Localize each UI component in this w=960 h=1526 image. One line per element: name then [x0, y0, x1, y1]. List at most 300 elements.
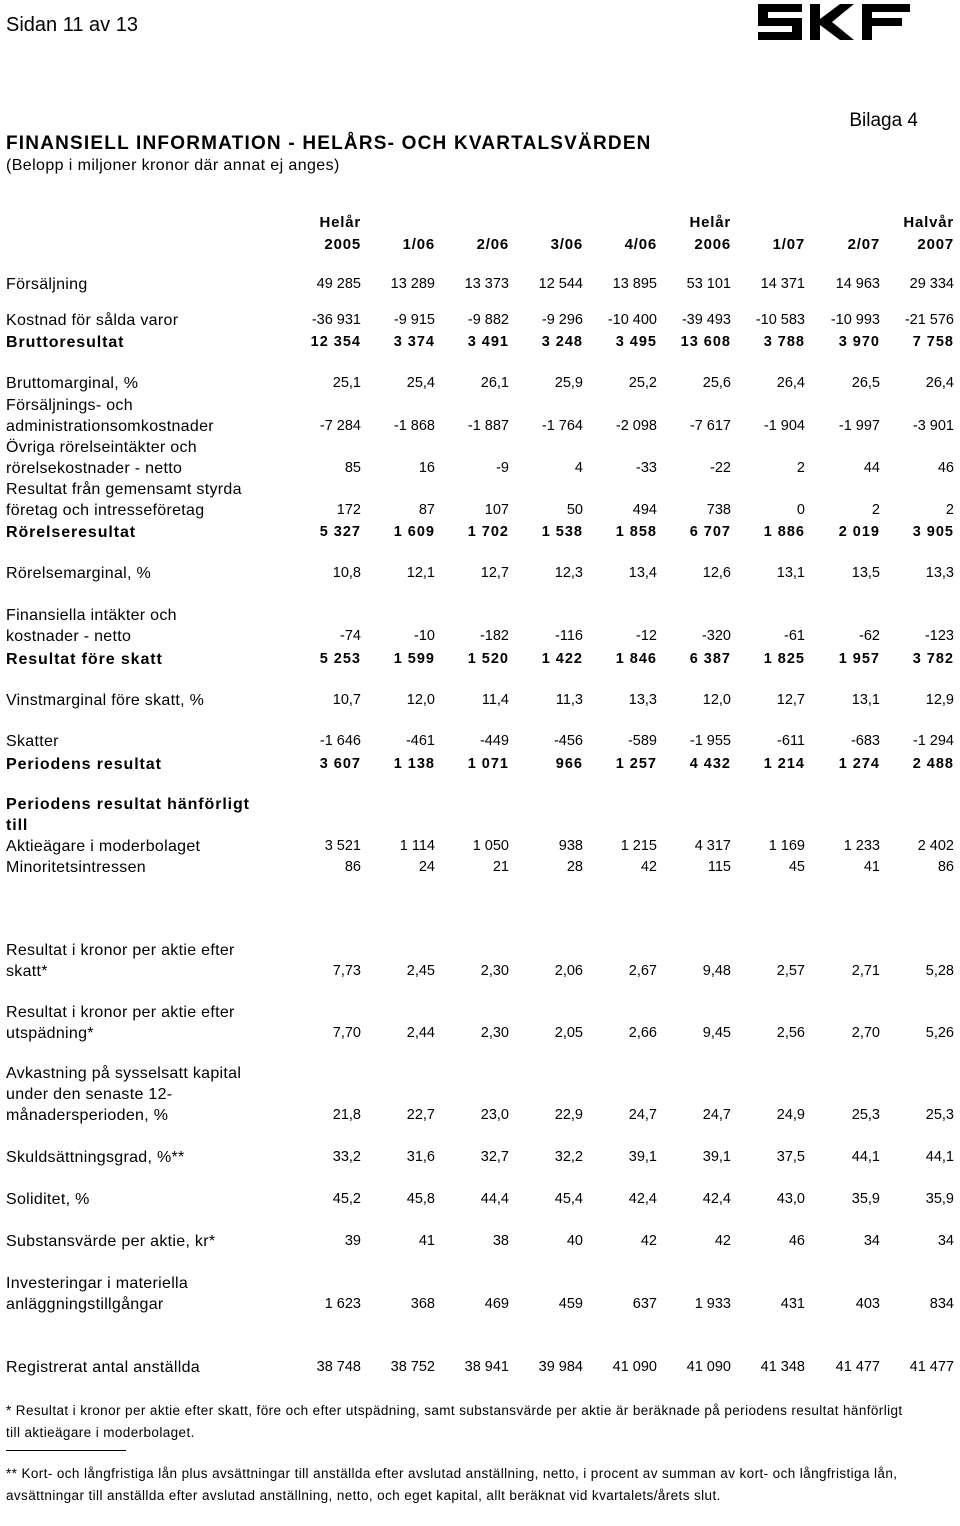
table-cell: -10: [414, 628, 435, 644]
table-cell: 2 019: [838, 524, 880, 540]
table-cell: 2,30: [480, 1025, 509, 1041]
table-cell: -1 646: [319, 733, 361, 749]
row-label-line: kostnader - netto: [6, 628, 132, 645]
table-cell: 42,4: [628, 1191, 657, 1207]
row-label: [6, 836, 200, 857]
table-cell: 38 748: [316, 1359, 361, 1375]
row-label: [6, 857, 146, 878]
table-row: [0, 1188, 960, 1210]
row-label: [6, 1231, 215, 1252]
row-label-line: Resultat i kronor per aktie efter: [6, 942, 235, 959]
row-label-line: Skuldsättningsgrad, %**: [6, 1149, 185, 1166]
table-cell: 1 886: [763, 524, 805, 540]
table-cell: 3 905: [912, 524, 954, 540]
column-header-top: Helår: [319, 214, 361, 231]
table-cell: 41 477: [909, 1359, 954, 1375]
table-cell: 2,56: [776, 1025, 805, 1041]
row-label: [6, 274, 88, 295]
table-cell: 9,48: [702, 963, 731, 979]
table-cell: 35,9: [851, 1191, 880, 1207]
table-cell: 1 599: [393, 651, 435, 667]
table-cell: 2,67: [628, 963, 657, 979]
table-cell: 26,4: [925, 375, 954, 391]
table-cell: 2,44: [406, 1025, 435, 1041]
row-label: [6, 690, 204, 711]
table-row: [0, 397, 960, 437]
table-row: [0, 273, 960, 295]
table-cell: 21: [492, 859, 509, 875]
table-row: [0, 331, 960, 353]
table-cell: -449: [479, 733, 509, 749]
table-cell: 1 214: [763, 756, 805, 772]
table-cell: 37,5: [776, 1149, 805, 1165]
row-label-line: utspädning*: [6, 1025, 94, 1042]
table-cell: 2,71: [851, 963, 880, 979]
row-label: [6, 310, 178, 331]
row-label: [6, 1147, 185, 1168]
table-cell: 10,7: [332, 692, 361, 708]
skf-logo: [754, 2, 912, 42]
table-cell: 7,70: [332, 1025, 361, 1041]
table-cell: 834: [929, 1296, 954, 1312]
table-cell: 3 374: [393, 334, 435, 350]
row-label-line: rörelsekostnader - netto: [6, 460, 183, 477]
row-label-line: Övriga rörelseintäkter och: [6, 439, 197, 456]
table-cell: -3 901: [912, 418, 954, 434]
row-label: [6, 479, 242, 521]
table-row: [0, 730, 960, 752]
table-cell: 49 285: [316, 276, 361, 292]
table-cell: -182: [479, 628, 509, 644]
table-cell: 1 520: [467, 651, 509, 667]
table-cell: -1 955: [689, 733, 731, 749]
table-cell: 12,6: [702, 565, 731, 581]
table-cell: 41 090: [686, 1359, 731, 1375]
row-label: [6, 1063, 241, 1126]
table-cell: 1 050: [472, 838, 509, 854]
table-cell: 44,1: [925, 1149, 954, 1165]
table-cell: 1 858: [615, 524, 657, 540]
table-cell: 14 963: [835, 276, 880, 292]
row-label: [6, 373, 138, 394]
table-cell: 1 623: [324, 1296, 361, 1312]
table-cell: -33: [636, 460, 657, 476]
row-label-line: Aktieägare i moderbolaget: [6, 838, 201, 855]
table-cell: 24: [418, 859, 435, 875]
row-label-line: Minoritetsintressen: [6, 859, 146, 876]
table-row: [0, 942, 960, 982]
table-cell: 3 970: [838, 334, 880, 350]
table-cell: 42: [640, 859, 657, 875]
table-cell: -62: [859, 628, 880, 644]
table-cell: 2,66: [628, 1025, 657, 1041]
table-cell: 13,3: [628, 692, 657, 708]
table-cell: 2: [796, 460, 805, 476]
footnote-divider: [6, 1450, 126, 1451]
row-label-line: Resultat från gemensamt styrda: [6, 481, 242, 498]
table-row: [0, 607, 960, 647]
table-cell: 45,4: [554, 1191, 583, 1207]
table-cell: 35,9: [925, 1191, 954, 1207]
table-cell: 7,73: [332, 963, 361, 979]
document-subtitle: (Belopp i miljoner kronor där annat ej anges): [6, 157, 340, 174]
table-cell: 1 825: [763, 651, 805, 667]
table-cell: 39,1: [628, 1149, 657, 1165]
table-row: [0, 1356, 960, 1378]
table-row: [0, 309, 960, 331]
row-label: [6, 1273, 188, 1315]
table-cell: 5,28: [925, 963, 954, 979]
row-label-line: Försäljning: [6, 276, 88, 293]
table-cell: 34: [937, 1233, 954, 1249]
row-label-line: anläggningstillgångar: [6, 1296, 164, 1313]
table-cell: -1 294: [912, 733, 954, 749]
table-cell: -1 868: [393, 418, 435, 434]
page-number: Sidan 11 av 13: [6, 14, 138, 36]
row-label: [6, 794, 250, 836]
row-label: [6, 563, 151, 584]
table-cell: -39 493: [681, 312, 731, 328]
table-row: [0, 562, 960, 584]
footnote-2: ** Kort- och långfristiga lån plus avsättningar till anställda efter avslutad anställning, netto, i procent av summan av kort- och långfristiga lån, avsättningar till anställda efter avslutad anställning, netto, och eget kapital, allt beräknat vid kvartalets/årets slut.: [6, 1466, 898, 1503]
table-cell: 12,0: [406, 692, 435, 708]
table-cell: -10 400: [607, 312, 657, 328]
table-cell: 2,30: [480, 963, 509, 979]
row-label-line: Rörelseresultat: [6, 524, 136, 541]
table-cell: 1 215: [620, 838, 657, 854]
row-label: [6, 649, 163, 670]
table-cell: 2 402: [917, 838, 954, 854]
document-title: FINANSIELL INFORMATION - HELÅRS- OCH KVARTALSVÄRDEN: [6, 133, 652, 154]
table-cell: -21 576: [904, 312, 954, 328]
table-cell: 1 138: [393, 756, 435, 772]
row-label-line: Kostnad för sålda varor: [6, 312, 179, 329]
row-label-line: Resultat i kronor per aktie efter: [6, 1004, 235, 1021]
table-cell: 28: [566, 859, 583, 875]
table-cell: 24,7: [702, 1107, 731, 1123]
table-cell: -123: [924, 628, 954, 644]
row-label: [6, 605, 177, 647]
table-cell: 29 334: [909, 276, 954, 292]
table-cell: 1 114: [399, 838, 435, 854]
table-cell: 25,3: [851, 1107, 880, 1123]
table-cell: 13 608: [680, 334, 731, 350]
table-cell: 3 495: [615, 334, 657, 350]
footnote-1: * Resultat i kronor per aktie efter skatt, före och efter utspädning, samt substansvärde per aktie är beräknade på periodens resultat hänförligt till aktieägare i moderbolaget.: [6, 1403, 903, 1440]
table-cell: 22,9: [554, 1107, 583, 1123]
table-cell: 87: [418, 502, 435, 518]
row-label-line: Försäljnings- och: [6, 397, 133, 414]
row-label-line: Registrerat antal anställda: [6, 1359, 200, 1376]
annex-label: Bilaga 4: [849, 110, 918, 131]
table-cell: 9,45: [702, 1025, 731, 1041]
table-cell: 31,6: [406, 1149, 435, 1165]
table-cell: 39,1: [702, 1149, 731, 1165]
table-cell: 50: [566, 502, 583, 518]
table-cell: -9 915: [393, 312, 435, 328]
row-label: [6, 1357, 200, 1378]
table-cell: 12 354: [310, 334, 361, 350]
table-cell: -9 882: [467, 312, 509, 328]
table-cell: 1 538: [541, 524, 583, 540]
row-label-line: Resultat före skatt: [6, 651, 163, 668]
table-cell: 33,2: [332, 1149, 361, 1165]
column-header-bottom: 2005: [324, 236, 361, 253]
table-row: [0, 481, 960, 521]
table-cell: 4 317: [694, 838, 731, 854]
table-cell: -683: [850, 733, 880, 749]
table-cell: 42: [640, 1233, 657, 1249]
table-cell: 41: [863, 859, 880, 875]
table-cell: 368: [410, 1296, 435, 1312]
table-cell: 39: [344, 1233, 361, 1249]
row-label-line: Bruttomarginal, %: [6, 375, 139, 392]
table-cell: 172: [336, 502, 361, 518]
column-header-bottom: 4/06: [624, 236, 657, 253]
row-label-line: Substansvärde per aktie, kr*: [6, 1233, 216, 1250]
table-cell: 41 348: [760, 1359, 805, 1375]
table-cell: 41 477: [835, 1359, 880, 1375]
table-cell: -10 583: [755, 312, 805, 328]
table-cell: 25,3: [925, 1107, 954, 1123]
table-cell: 16: [418, 460, 435, 476]
table-cell: 2: [871, 502, 880, 518]
table-cell: 46: [937, 460, 954, 476]
table-cell: 12,7: [480, 565, 509, 581]
table-cell: 3 782: [912, 651, 954, 667]
table-cell: 41: [418, 1233, 435, 1249]
table-cell: 12,1: [406, 565, 435, 581]
row-label-line: Rörelsemarginal, %: [6, 565, 152, 582]
table-cell: 25,6: [702, 375, 731, 391]
table-row: [0, 856, 960, 878]
table-cell: 34: [863, 1233, 880, 1249]
row-label-line: Investeringar i materiella: [6, 1275, 189, 1292]
table-cell: 6 707: [689, 524, 731, 540]
table-cell: -116: [555, 628, 583, 644]
table-cell: 44,4: [480, 1191, 509, 1207]
table-cell: 86: [344, 859, 361, 875]
table-cell: 938: [558, 838, 583, 854]
table-cell: 3 491: [467, 334, 509, 350]
skf-logo-icon: [754, 2, 912, 42]
row-label-line: under den senaste 12-: [6, 1086, 173, 1103]
table-cell: 4: [574, 460, 583, 476]
table-cell: -611: [777, 733, 805, 749]
column-header-bottom: 2006: [694, 236, 731, 253]
row-label: [6, 940, 235, 982]
table-cell: 12,9: [925, 692, 954, 708]
table-cell: 4 432: [689, 756, 731, 772]
table-cell: 11,3: [555, 692, 583, 708]
table-cell: -22: [710, 460, 731, 476]
column-header-bottom: 2/07: [847, 236, 880, 253]
table-cell: -1 997: [838, 418, 880, 434]
table-cell: 43,0: [776, 1191, 805, 1207]
table-cell: 403: [855, 1296, 880, 1312]
table-cell: 45,8: [406, 1191, 435, 1207]
table-cell: -74: [340, 628, 361, 644]
table-cell: -61: [784, 628, 805, 644]
table-cell: -9: [496, 460, 509, 476]
table-cell: 1 233: [843, 838, 880, 854]
table-cell: 26,1: [480, 375, 509, 391]
row-label-line: administrationsomkostnader: [6, 418, 214, 435]
row-label: [6, 1002, 235, 1044]
table-cell: 637: [632, 1296, 657, 1312]
table-cell: 38: [492, 1233, 509, 1249]
table-cell: 32,7: [480, 1149, 509, 1165]
table-row: [0, 372, 960, 394]
row-label: [6, 731, 59, 752]
table-cell: 2,45: [406, 963, 435, 979]
table-row: [0, 753, 960, 775]
table-row: [0, 521, 960, 543]
table-cell: 10,8: [332, 565, 361, 581]
table-cell: -1 764: [541, 418, 583, 434]
table-cell: 14 371: [760, 276, 805, 292]
row-label: [6, 1189, 90, 1210]
table-cell: 5 253: [319, 651, 361, 667]
table-cell: 13,1: [776, 565, 805, 581]
table-cell: 966: [555, 756, 583, 772]
table-cell: 21,8: [332, 1107, 361, 1123]
table-cell: 22,7: [406, 1107, 435, 1123]
table-cell: 2,70: [851, 1025, 880, 1041]
row-label-line: Avkastning på sysselsatt kapital: [6, 1065, 242, 1082]
table-cell: 25,9: [554, 375, 583, 391]
table-cell: 5 327: [319, 524, 361, 540]
table-cell: 2,57: [776, 963, 805, 979]
table-cell: 25,4: [406, 375, 435, 391]
table-cell: 45: [788, 859, 805, 875]
row-label: [6, 754, 162, 775]
row-label-line: Skatter: [6, 733, 59, 750]
table-cell: 53 101: [686, 276, 731, 292]
table-cell: 2,06: [554, 963, 583, 979]
column-header-top: Halvår: [903, 214, 954, 231]
table-cell: -7 617: [689, 418, 731, 434]
table-cell: -1 904: [763, 418, 805, 434]
table-cell: 25,1: [332, 375, 361, 391]
table-cell: 2 488: [912, 756, 954, 772]
table-cell: -36 931: [311, 312, 361, 328]
table-cell: 1 257: [615, 756, 657, 772]
table-cell: 12,7: [776, 692, 805, 708]
table-cell: 45,2: [332, 1191, 361, 1207]
table-cell: -1 887: [467, 418, 509, 434]
table-cell: -2 098: [615, 418, 657, 434]
row-label-line: skatt*: [6, 963, 48, 980]
column-header-bottom: 1/06: [402, 236, 435, 253]
table-cell: 12 544: [538, 276, 583, 292]
table-cell: 24,7: [628, 1107, 657, 1123]
column-header-bottom: 3/06: [550, 236, 583, 253]
column-header-top: Helår: [689, 214, 731, 231]
row-label-line: Periodens resultat hänförligt: [6, 796, 250, 813]
row-label: [6, 332, 124, 353]
table-cell: 38 752: [390, 1359, 435, 1375]
table-cell: 5,26: [925, 1025, 954, 1041]
table-cell: 42: [714, 1233, 731, 1249]
row-label-line: Soliditet, %: [6, 1191, 90, 1208]
table-cell: -320: [701, 628, 731, 644]
row-label-line: Periodens resultat: [6, 756, 162, 773]
table-cell: 1 422: [541, 651, 583, 667]
table-cell: 738: [706, 502, 731, 518]
table-cell: 13 289: [390, 276, 435, 292]
table-row: [0, 1275, 960, 1315]
table-cell: 13,1: [851, 692, 880, 708]
table-cell: 469: [484, 1296, 509, 1312]
table-cell: 1 933: [694, 1296, 731, 1312]
table-cell: 2: [945, 502, 954, 518]
table-cell: 13 373: [464, 276, 509, 292]
table-cell: 85: [344, 460, 361, 476]
table-cell: 25,2: [628, 375, 657, 391]
table-cell: 1 169: [768, 838, 805, 854]
table-cell: 13,4: [628, 565, 657, 581]
table-cell: 41 090: [612, 1359, 657, 1375]
table-cell: 1 274: [838, 756, 880, 772]
table-row: [0, 1065, 960, 1126]
table-cell: -7 284: [319, 418, 361, 434]
table-row: [0, 1146, 960, 1168]
table-cell: 0: [796, 502, 805, 518]
table-row: [0, 796, 960, 836]
table-cell: 3 521: [324, 838, 361, 854]
table-row: [0, 835, 960, 857]
table-cell: 13,3: [925, 565, 954, 581]
row-label: [6, 395, 214, 437]
row-label: [6, 437, 197, 479]
row-label-line: Finansiella intäkter och: [6, 607, 177, 624]
row-label-line: månadersperioden, %: [6, 1107, 169, 1124]
table-cell: 3 248: [541, 334, 583, 350]
column-header-bottom: 1/07: [772, 236, 805, 253]
table-cell: 1 609: [393, 524, 435, 540]
table-cell: 23,0: [480, 1107, 509, 1123]
table-row: [0, 439, 960, 479]
table-cell: -456: [553, 733, 583, 749]
table-cell: 38 941: [464, 1359, 509, 1375]
table-cell: 3 788: [763, 334, 805, 350]
table-cell: 44,1: [851, 1149, 880, 1165]
table-cell: 86: [937, 859, 954, 875]
row-label-line: företag och intresseföretag: [6, 502, 205, 519]
table-cell: 46: [788, 1233, 805, 1249]
table-cell: 13,5: [851, 565, 880, 581]
row-label-line: Bruttoresultat: [6, 334, 125, 351]
table-cell: 459: [558, 1296, 583, 1312]
table-cell: 494: [632, 502, 657, 518]
table-cell: -12: [636, 628, 657, 644]
table-cell: 12,0: [702, 692, 731, 708]
table-cell: 1 702: [467, 524, 509, 540]
table-cell: 6 387: [689, 651, 731, 667]
table-cell: 24,9: [776, 1107, 805, 1123]
table-cell: 26,4: [776, 375, 805, 391]
table-cell: 13 895: [612, 276, 657, 292]
table-cell: 115: [707, 859, 731, 875]
table-row: [0, 1004, 960, 1044]
table-cell: -589: [627, 733, 657, 749]
table-cell: 11,4: [481, 692, 509, 708]
table-cell: 107: [484, 502, 509, 518]
column-header-bottom: 2/06: [476, 236, 509, 253]
table-cell: 39 984: [538, 1359, 583, 1375]
table-cell: 1 846: [615, 651, 657, 667]
